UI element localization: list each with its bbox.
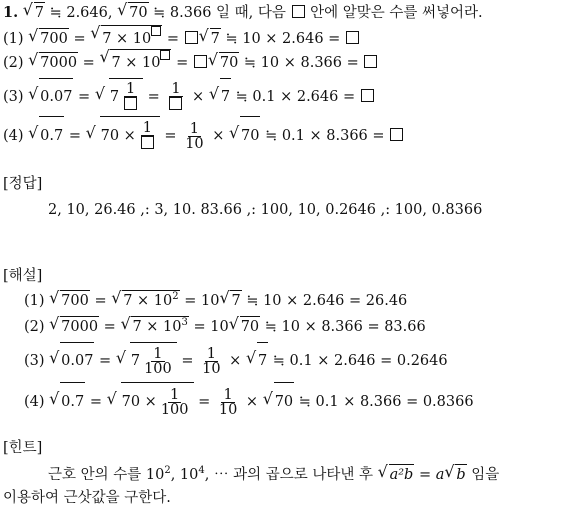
problem-item-1: (1) √ 700 = √ 7 × 10 = √ 7 ≒ 10 × 2.646 = [3,25,360,49]
blank-box-icon [361,89,374,102]
blank-box-icon [169,97,182,110]
problem-number: 1. [3,4,19,21]
explanation-item-4: (4) √ 0.7 = √ 70 × $\frac{1}{100}$ = $\frac{1}{10}$ × √ 70 ≒ 0.1 × 8.366 = 0.8366 [24,382,474,421]
blank-box-icon [124,97,137,110]
blank-box-icon [185,31,198,44]
explanation-item-3: (3) √ 0.07 = √ 7 $\frac{1}{100}$ = $\frac{1}{10}$ × √ 7 ≒ 0.1 × 2.646 = 0.2646 [24,342,448,379]
answer-text: 2, 10, 26.46 ,: 3, 10. 83.66 ,: 100, 10, 0.2646 ,: 100, 0.8366 [48,202,483,218]
blank-box-icon [151,26,161,36]
sqrt-70: √ 70 [119,2,148,23]
answer-heading: [정답] [3,176,43,192]
hint-line-2: 이용하여 근삿값을 구한다. [3,490,171,506]
blank-box-icon [364,55,377,68]
problem-item-3: (3) √ 0.07 = √ 7 1 = 1 × √ 7 ≒ 0.1 × 2.646 = [3,78,375,115]
explanation-heading: [해설] [3,268,43,284]
hint-heading: [힌트] [3,440,43,456]
blank-box-icon [194,55,207,68]
blank-box-icon [160,50,170,60]
blank-box-icon [390,128,403,141]
explanation-item-1: (1) √ 700 = √ $7 \times 10^2 = 10√$ 7 ≒ 10 × 2.646 = 26.46 [24,290,407,311]
blank-box-icon [141,136,154,149]
blank-box-icon [292,5,305,18]
blank-box-icon [346,31,359,44]
problem-item-4: (4) √ 0.7 = √ 70 × 1 = $\frac{1}{10}$ × √ 70 ≒ 0.1 × 8.366 = [3,116,404,155]
problem-item-2: (2) √ 7000 = √ 7 × 10 = √ 70 ≒ 10 × 8.366 = [3,49,378,73]
hint-line-1: 근호 안의 수를 $10^2$, $10^4$, ⋯ 과의 곱으로 나타낸 후 √ a²b = a√ b 임을 [48,464,499,485]
explanation-item-2: (2) √ 7000 = √ $7 \times 10^3 = 10√$ 70 ≒ 10 × 8.366 = 83.66 [24,316,426,337]
sqrt-7: √ 7 [25,2,45,23]
problem-statement: 1. √ 7 ≒ 2.646, √ 70 ≒ 8.366 일 때, 다음 안에 알맞은 수를 써넣어라. [3,2,483,23]
